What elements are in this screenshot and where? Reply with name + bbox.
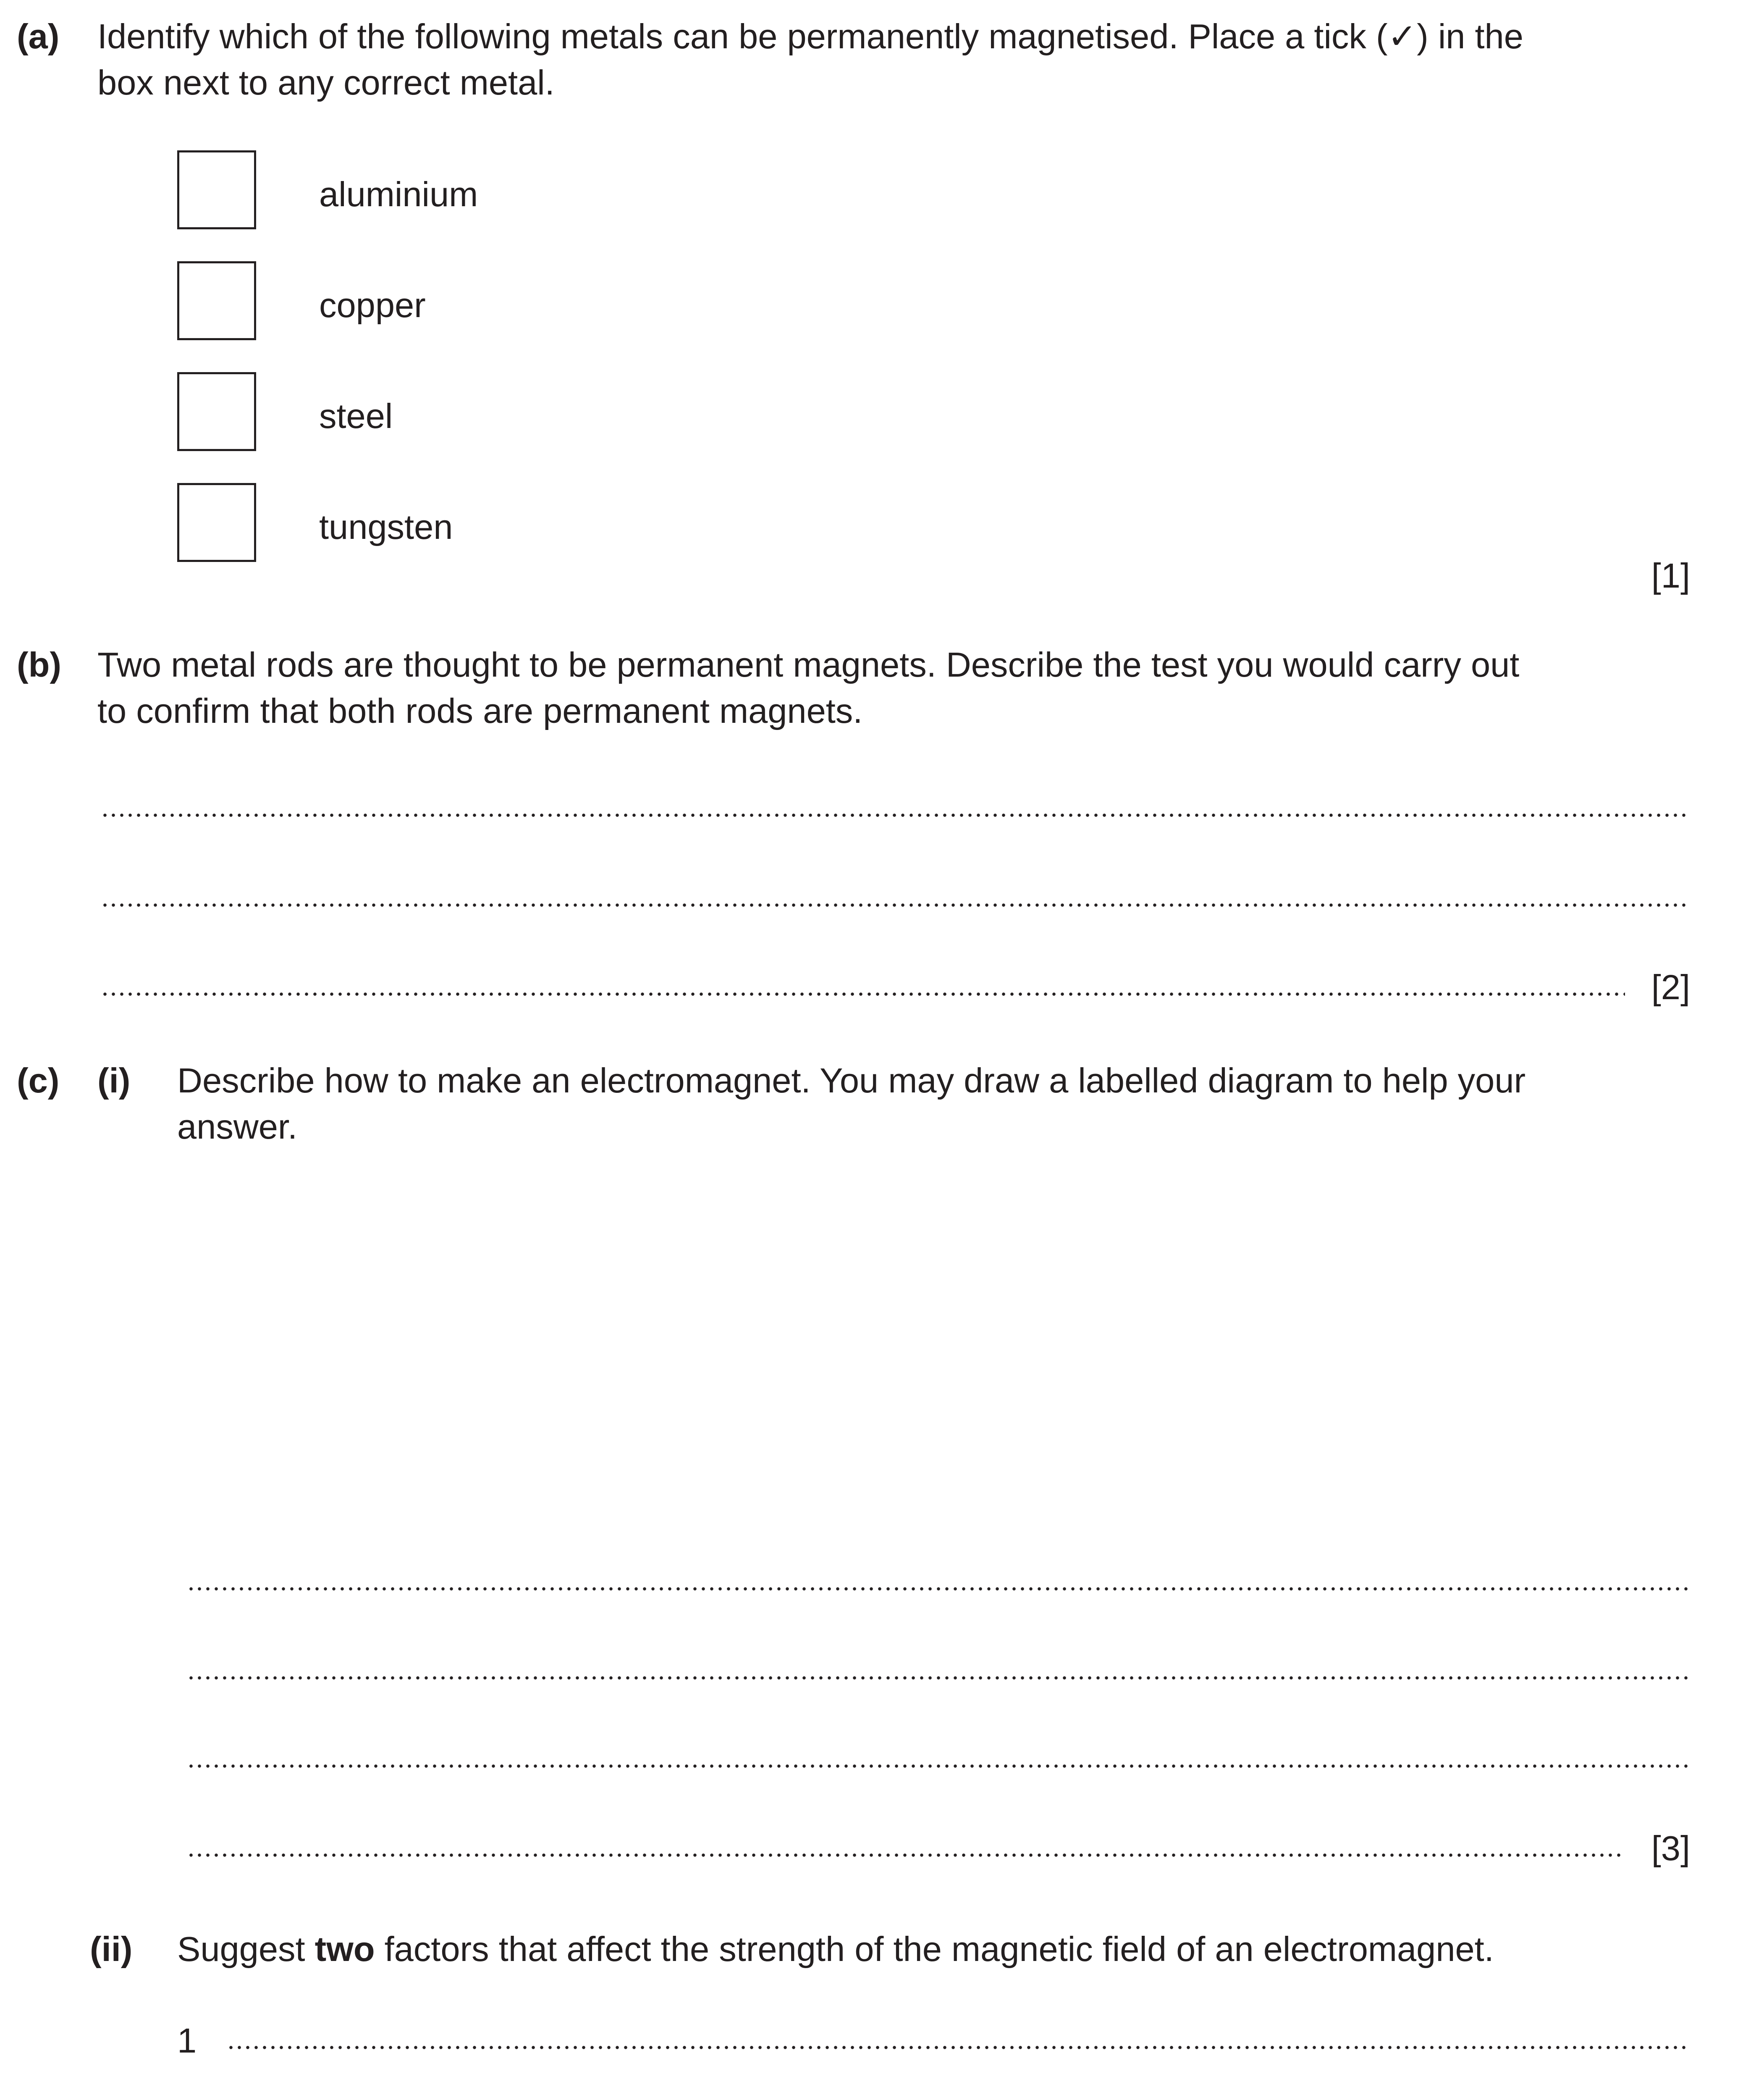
part-a-question-line2: box next to any correct metal. (97, 63, 555, 102)
tick-box-tungsten[interactable] (177, 483, 256, 562)
part-c-ii-label: (ii) (90, 1929, 133, 1969)
option-label-steel: steel (319, 396, 393, 436)
part-c-i-question-line1: Describe how to make an electromagnet. You may draw a labelled diagram to help your (177, 1061, 1526, 1100)
part-a-question-line1: Identify which of the following metals can be permanently magnetised. Place a tick (✓) in the (97, 17, 1523, 56)
part-b-label: (b) (17, 645, 61, 684)
part-b-question-line1: Two metal rods are thought to be permanent magnets. Describe the test you would carry out (97, 645, 1520, 684)
answer-line-c-i-3[interactable] (187, 1764, 1690, 1768)
tick-box-copper[interactable] (177, 261, 256, 340)
answer-number-1: 1 (177, 2021, 197, 2060)
answer-line-c-i-4[interactable] (187, 1853, 1625, 1857)
answer-line-c-i-2[interactable] (187, 1676, 1690, 1680)
part-c-ii-question-end: factors that affect the strength of the magnetic field of an electromagnet. (375, 1929, 1494, 1969)
part-c-label: (c) (17, 1061, 60, 1100)
tick-box-aluminium[interactable] (177, 150, 256, 229)
part-a-label: (a) (17, 17, 60, 56)
part-c-i-label: (i) (97, 1061, 131, 1100)
tick-box-steel[interactable] (177, 372, 256, 451)
part-b-question-line2: to confirm that both rods are permanent magnets. (97, 691, 863, 730)
part-c-i-marks: [3] (1651, 1829, 1690, 1868)
answer-line-c-ii-1[interactable] (227, 2045, 1690, 2050)
answer-line-b-1[interactable] (101, 813, 1690, 817)
option-label-tungsten: tungsten (319, 507, 453, 546)
part-c-ii-question-emphasis: two (315, 1929, 375, 1969)
answer-line-b-3[interactable] (101, 992, 1625, 996)
option-label-copper: copper (319, 286, 426, 325)
part-c-i-question-line2: answer. (177, 1107, 298, 1146)
answer-line-b-2[interactable] (101, 903, 1690, 907)
part-b-marks: [2] (1651, 968, 1690, 1007)
part-c-ii-question (177, 1926, 1494, 1972)
diagram-drawing-area[interactable] (177, 1168, 1689, 1554)
answer-line-c-i-1[interactable] (187, 1587, 1690, 1591)
option-label-aluminium: aluminium (319, 175, 478, 214)
part-a-marks: [1] (1651, 556, 1690, 595)
part-c-ii-question-start: Suggest (177, 1929, 315, 1969)
